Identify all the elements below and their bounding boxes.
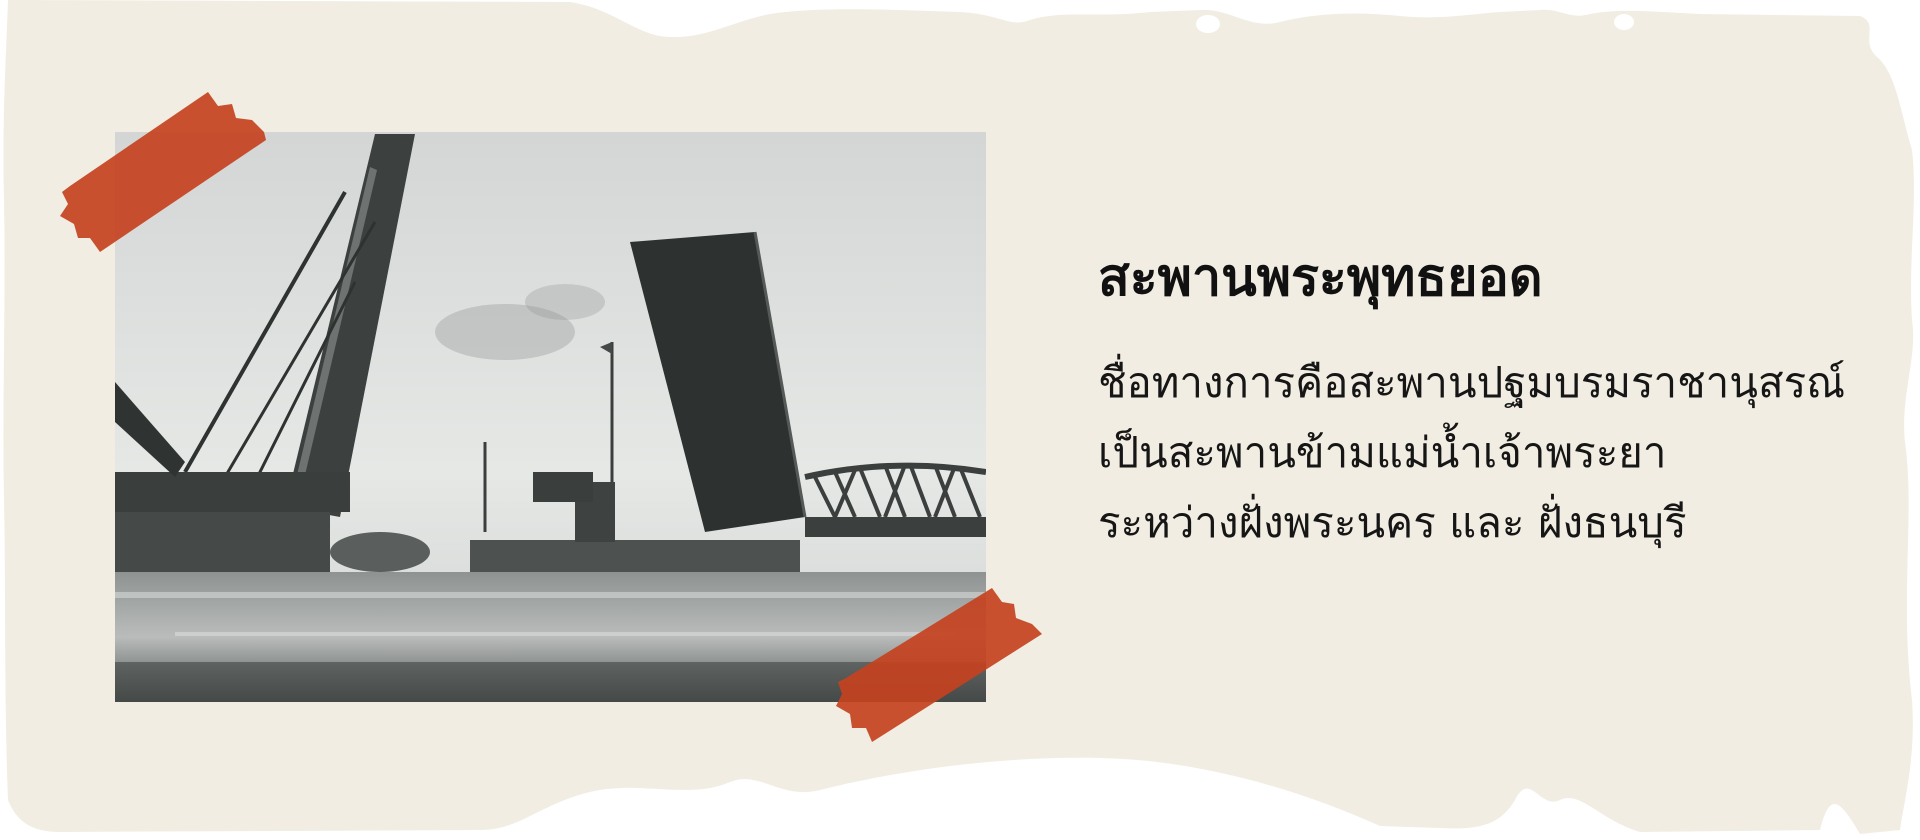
tape-bottom-right xyxy=(836,586,1046,746)
tape-top-left xyxy=(60,88,275,253)
description-line: เป็นสะพานข้ามแม่น้ำเจ้าพระยา xyxy=(1098,428,1667,477)
description-line: ระหว่างฝั่งพระนคร และ ฝั่งธนบุรี xyxy=(1098,498,1687,547)
page-title: สะพานพระพุทธยอด xyxy=(1098,248,1543,308)
description xyxy=(1098,348,1845,558)
description-line: ชื่อทางการคือสะพานปฐมบรมราชานุสรณ์ xyxy=(1098,358,1846,407)
